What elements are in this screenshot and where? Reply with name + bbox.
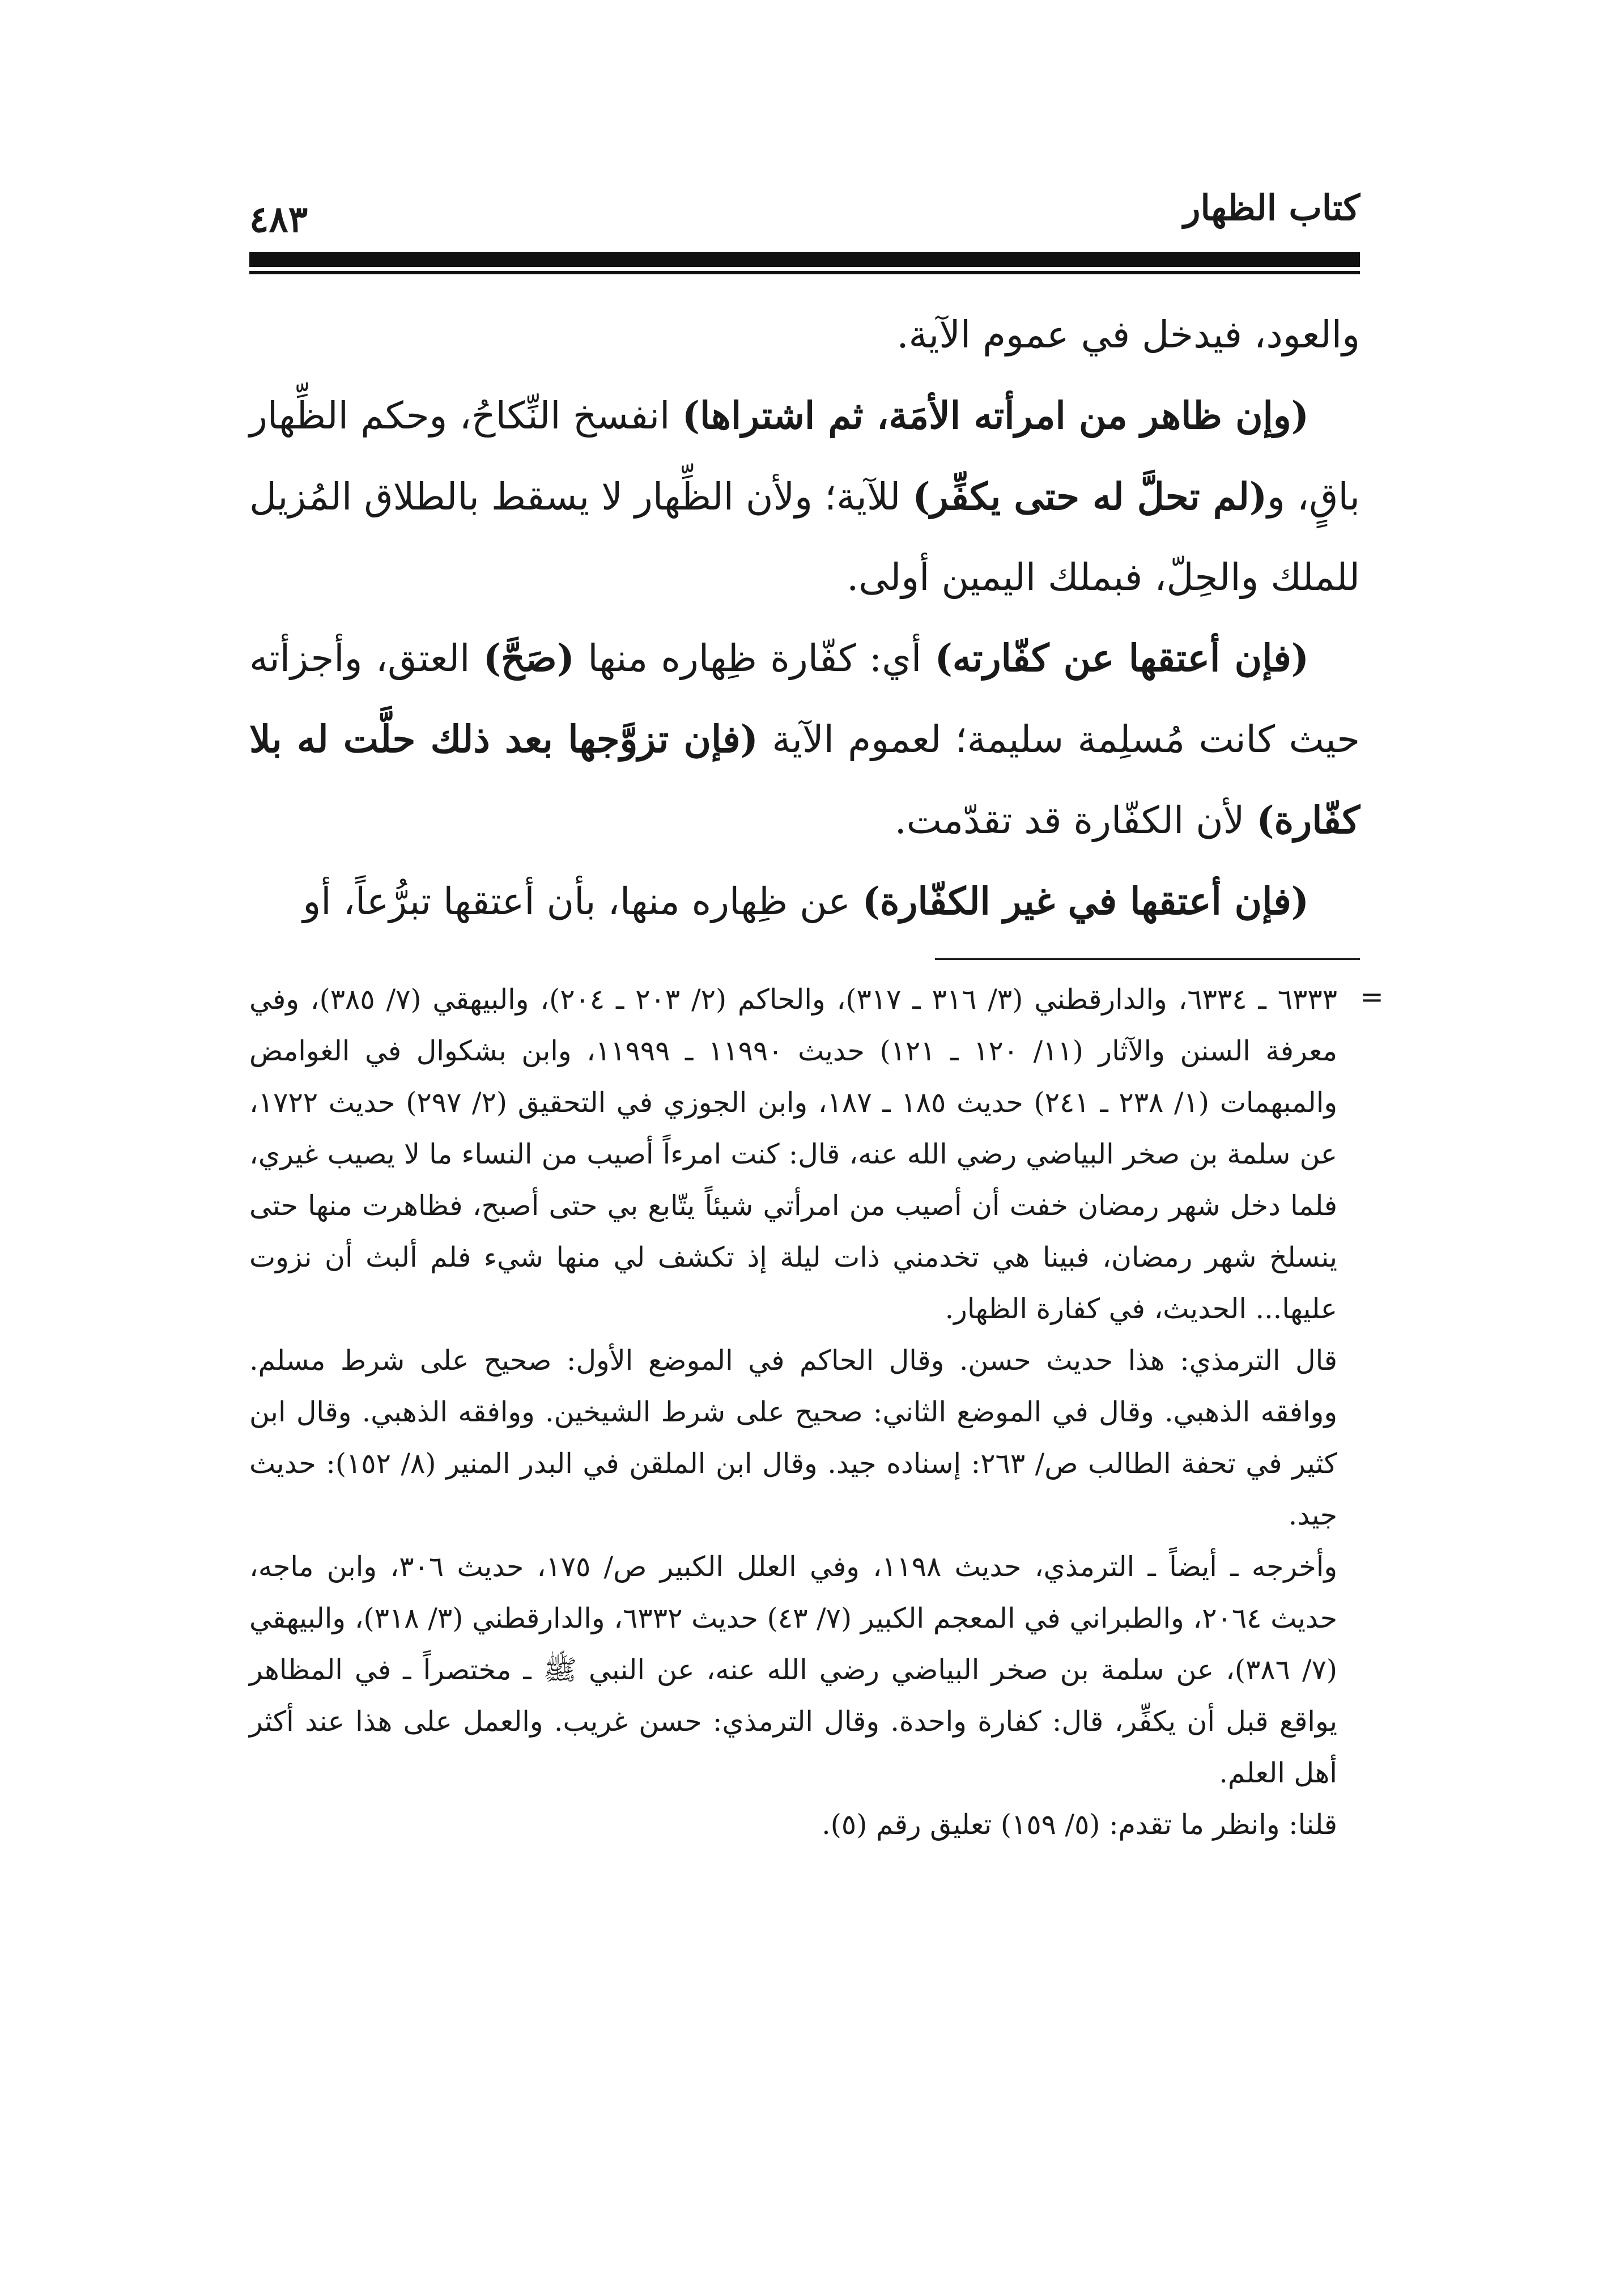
matn-text: (صَحَّ) [483, 636, 575, 680]
footnote-paragraph: ٦٣٣٣ ـ ٦٣٣٤، والدارقطني (٣/ ٣١٦ ـ ٣١٧)، والحاكم (٢/ ٢٠٣ ـ ٢٠٤)، والبيهقي (٧/ ٣٨٥)، وفي معرفة السنن والآثار (١١/ ١٢٠ ـ ١٢١) حديث ١١٩٩٠ ـ ١١٩٩٩، وابن بشكوال في الغوامض والمبهمات (١/ ٢٣٨ ـ ٢٤١) حديث ١٨٥ ـ ١٨٧، وابن الجوزي في التحقيق (٢/ ٢٩٧) حديث ١٧٢٢، عن سلمة بن صخر البياضي رضي الله عنه، قال: كنت امرءاً أصيب من النساء ما لا يصيب غيري، فلما دخل شهر رمضان خفت أن أصيب من امرأتي شيئاً يتّابع بي حتى أصبح، فظاهرت منها حتى ينسلخ شهر رمضان، فبينا هي تخدمني ذات ليلة إذ تكشف لي منها شيء فلم ألبث أن نزوت عليها... الحديث، في كفارة الظهار. [249, 983, 1338, 1325]
matn-text: (فإن أعتقها عن كفّارته) [934, 636, 1310, 680]
footnote-paragraph: قال الترمذي: هذا حديث حسن. وقال الحاكم في الموضع الأول: صحيح على شرط مسلم. ووافقه الذهبي. وقال في الموضع الثاني: صحيح على شرط الشيخين. ووافقه الذهبي. وقال ابن كثير في تحفة الطالب ص/ ٢٦٣: إسناده جيد. وقال ابن الملقن في البدر المنير (٨/ ١٥٢): حديث جيد. [249, 1344, 1337, 1531]
footnote-paragraph: وأخرجه ـ أيضاً ـ الترمذي، حديث ١١٩٨، وفي العلل الكبير ص/ ١٧٥، حديث ٣٠٦، وابن ماجه، حديث ٢٠٦٤، والطبراني في المعجم الكبير (٧/ ٤٣) حديث ٦٣٣٢، والدارقطني (٣/ ٣١٨)، والبيهقي (٧/ ٣٨٦)، عن سلمة بن صخر البياضي رضي الله عنه، عن النبي ﷺ ـ مختصراً ـ في المظاهر يواقع قبل أن يكفِّر، قال: كفارة واحدة. وقال الترمذي: حسن غريب. والعمل على هذا عند أكثر أهل العلم. [249, 1551, 1338, 1789]
main-text [249, 295, 1360, 942]
header-rule-thin [249, 271, 1360, 274]
paragraph-3: (فإن أعتقها عن كفّارته) أي: كفّارة ظِهاره منها (صَحَّ) العتق، وأجزأته حيث كانت مُسلِمة سليمة؛ لعموم الآية (فإن تزوَّجها بعد ذلك حلَّت له بلا كفّارة) لأن الكفّارة قد تقدّمت. [249, 636, 1360, 842]
paragraph-4: (فإن أعتقها في غير الكفّارة) عن ظِهاره منها، بأن أعتقها تبرُّعاً، أو [303, 879, 1309, 923]
footnotes [249, 974, 1337, 1850]
paragraph-2: (وإن ظاهر من امرأته الأمَة، ثم اشتراها) انفسخ النِّكاحُ، وحكم الظِّهار باقٍ، و(لم تحلَّ له حتى يكفِّر) للآية؛ ولأن الظِّهار لا يسقط بالطلاق المُزيل للملك والحِلّ، فبملك اليمين أولى. [249, 393, 1360, 599]
matn-text: (وإن ظاهر من امرأته الأمَة، ثم اشتراها) [682, 393, 1309, 438]
header-rule-thick [249, 252, 1360, 267]
matn-text: (فإن تزوَّجها بعد ذلك حلَّت له بلا كفّارة) [249, 717, 1360, 842]
matn-text: (لم تحلَّ له حتى يكفِّر) [912, 474, 1268, 519]
footnote-paragraph: قلنا: وانظر ما تقدم: (٥/ ١٥٩) تعليق رقم (٥). [822, 1808, 1337, 1841]
footnote-separator [935, 958, 1360, 960]
chapter-title: كتاب الظهار [1183, 187, 1360, 228]
page-number: ٤٨٣ [249, 198, 308, 241]
paragraph-1: والعود، فيدخل في عموم الآية. [896, 313, 1360, 356]
matn-text: (فإن أعتقها في غير الكفّارة) [862, 879, 1309, 923]
footnote-continuation-mark: = [1360, 980, 1384, 1013]
